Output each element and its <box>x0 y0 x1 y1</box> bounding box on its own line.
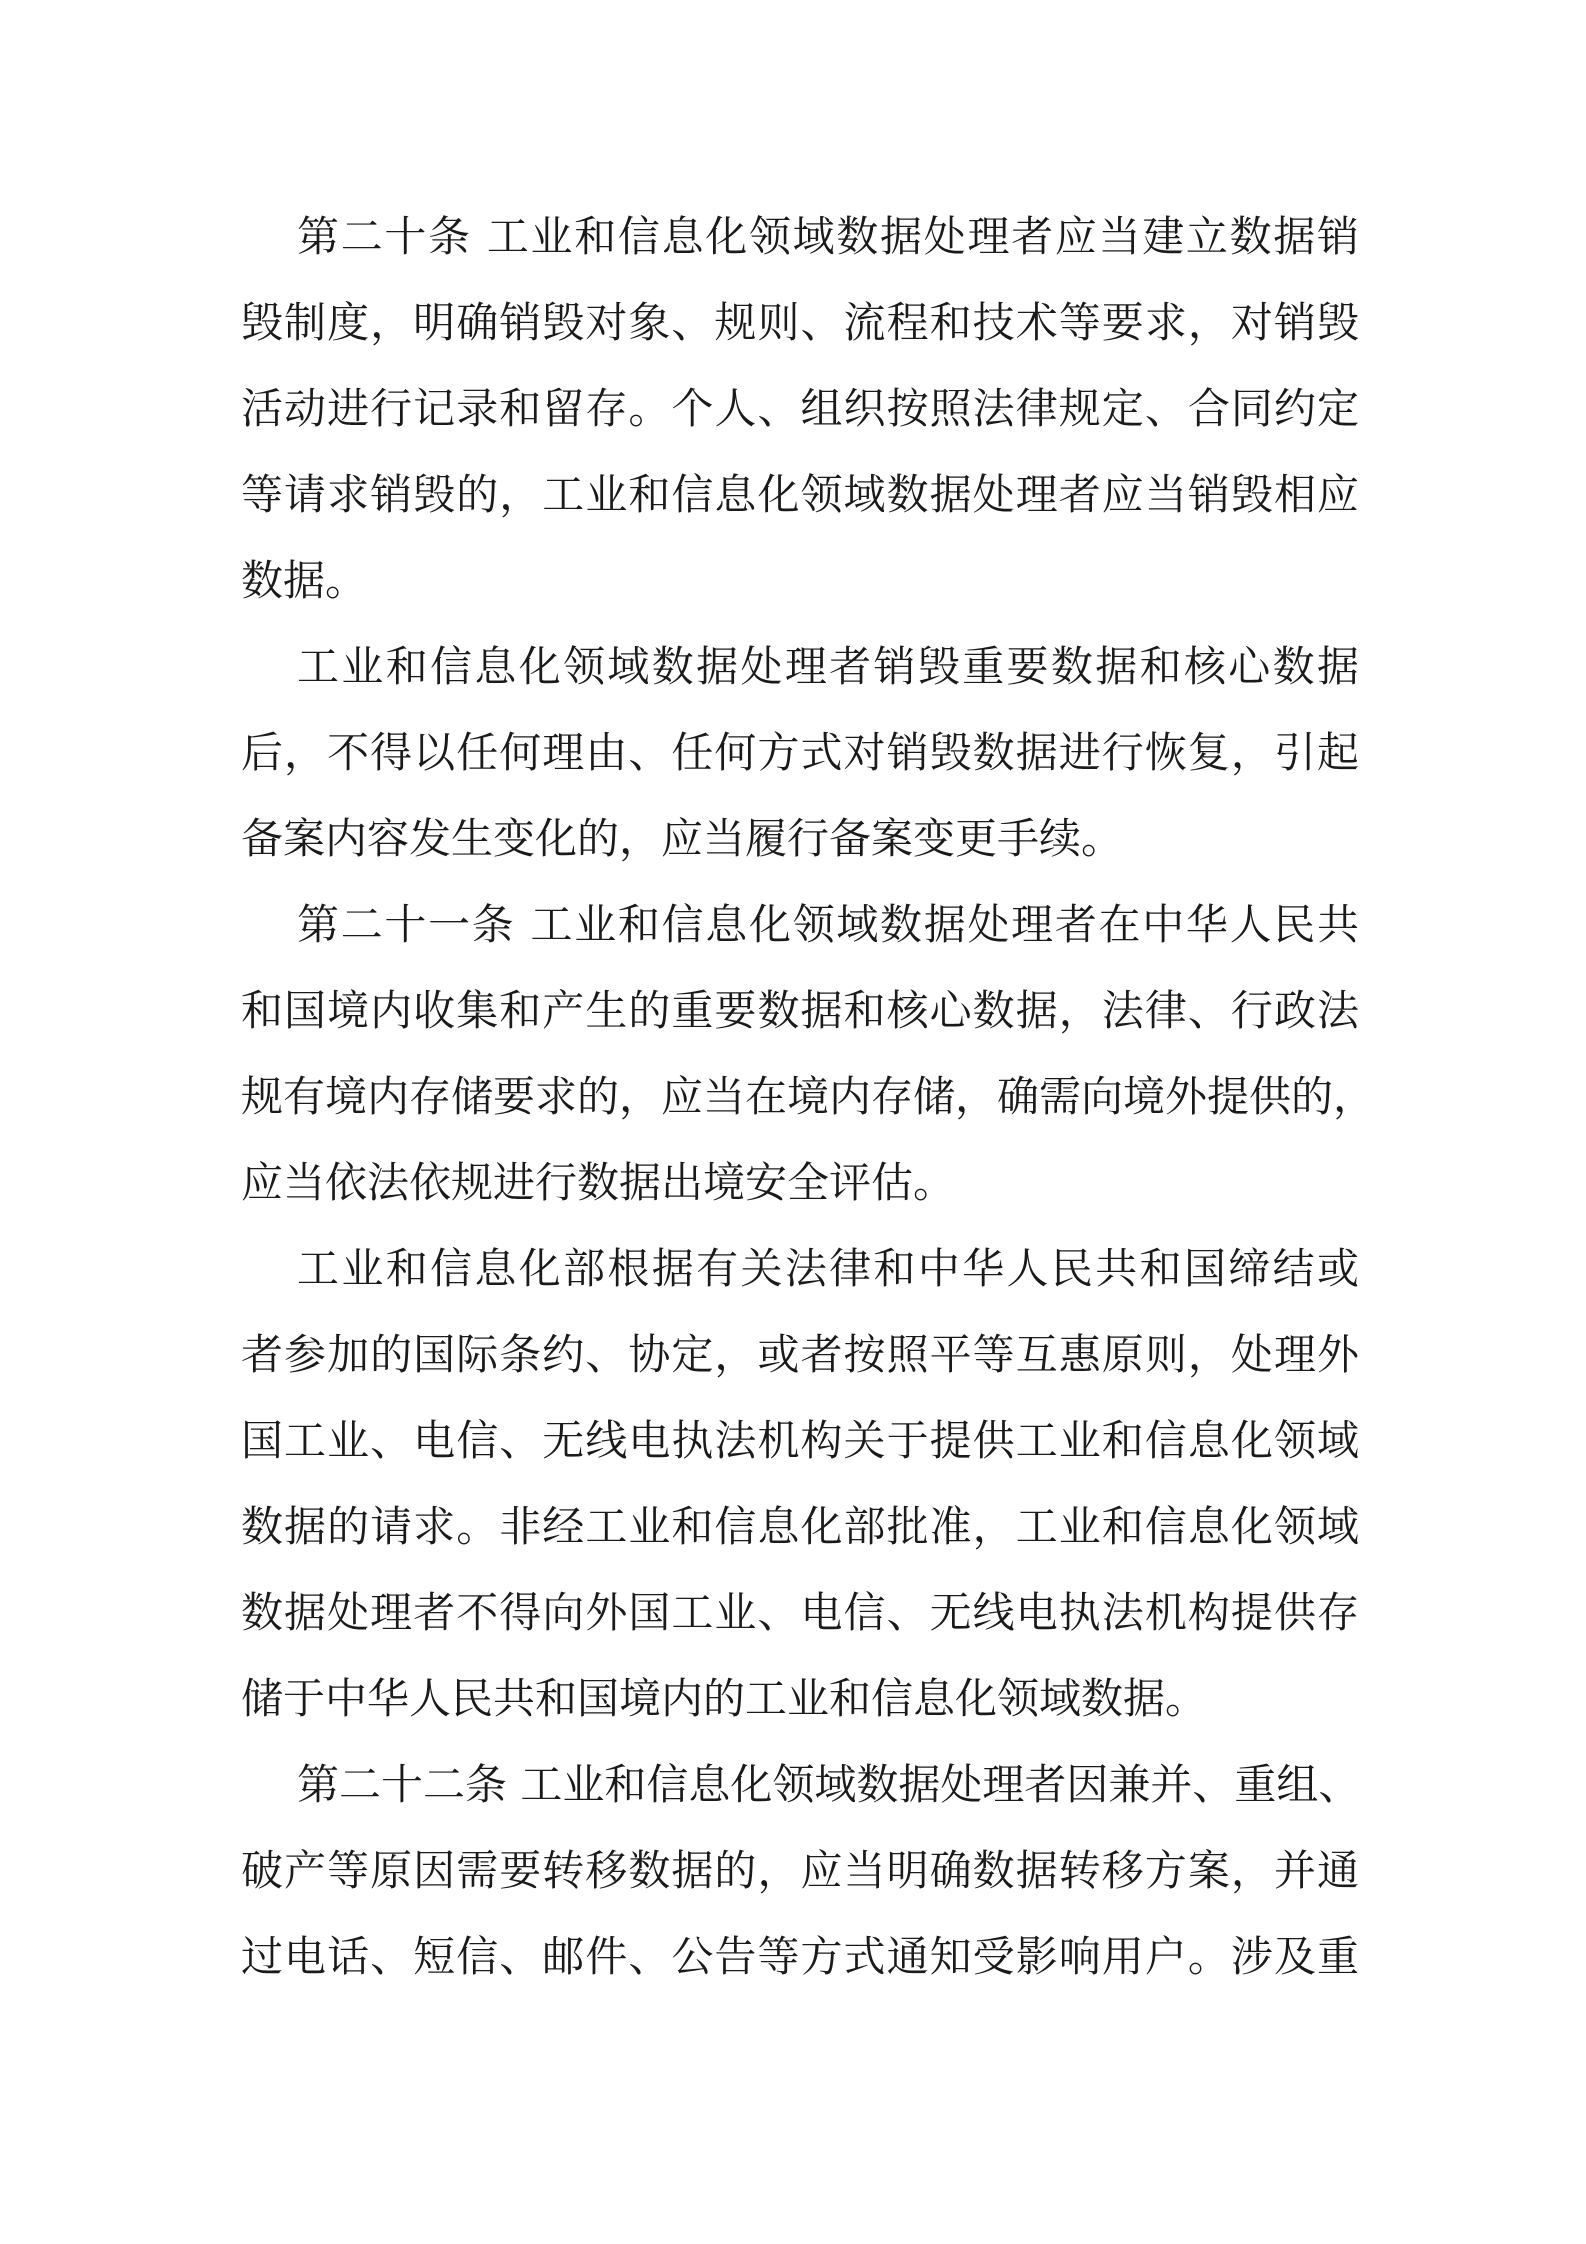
text-line: 备案内容发生变化的，应当履行备案变更手续。 <box>241 814 1124 863</box>
paragraph-article-20 <box>241 194 1359 624</box>
text-line: 后，不得以任何理由、任何方式对销毁数据进行恢复，引起 <box>241 728 1359 777</box>
text-line: 和国境内收集和产生的重要数据和核心数据，法律、行政法 <box>241 986 1359 1035</box>
text-line: 第二十一条 工业和信息化领域数据处理者在中华人民共 <box>297 900 1359 949</box>
document-body <box>241 194 1376 2000</box>
text-line: 破产等原因需要转移数据的，应当明确数据转移方案，并通 <box>241 1846 1359 1895</box>
text-line: 数据。 <box>241 556 368 605</box>
text-line: 国工业、电信、无线电执法机构关于提供工业和信息化领域 <box>241 1416 1359 1465</box>
text-line: 储于中华人民共和国境内的工业和信息化领域数据。 <box>241 1674 1208 1723</box>
text-line: 应当依法依规进行数据出境安全评估。 <box>241 1158 956 1207</box>
text-line: 数据处理者不得向外国工业、电信、无线电执法机构提供存 <box>241 1588 1359 1637</box>
text-line: 者参加的国际条约、协定，或者按照平等互惠原则，处理外 <box>241 1330 1359 1379</box>
text-line: 等请求销毁的，工业和信息化领域数据处理者应当销毁相应 <box>241 470 1359 519</box>
text-line: 第二十二条 工业和信息化领域数据处理者因兼并、重组、 <box>297 1760 1361 1809</box>
text-line: 规有境内存储要求的，应当在境内存储，确需向境外提供的， <box>241 1072 1376 1121</box>
text-line: 过电话、短信、邮件、公告等方式通知受影响用户。涉及重 <box>241 1932 1359 1981</box>
paragraph-article-22 <box>241 1742 1359 2000</box>
text-line: 第二十条 工业和信息化领域数据处理者应当建立数据销 <box>297 212 1359 261</box>
paragraph-article-21 <box>241 882 1376 1226</box>
text-line: 工业和信息化领域数据处理者销毁重要数据和核心数据 <box>297 642 1359 691</box>
text-line: 工业和信息化部根据有关法律和中华人民共和国缔结或 <box>297 1244 1359 1293</box>
paragraph-foreign-requests <box>241 1226 1359 1742</box>
paragraph-destruction-recovery <box>241 624 1359 882</box>
text-line: 毁制度，明确销毁对象、规则、流程和技术等要求，对销毁 <box>241 298 1359 347</box>
text-line: 数据的请求。非经工业和信息化部批准，工业和信息化领域 <box>241 1502 1359 1551</box>
text-line: 活动进行记录和留存。个人、组织按照法律规定、合同约定 <box>241 384 1359 433</box>
